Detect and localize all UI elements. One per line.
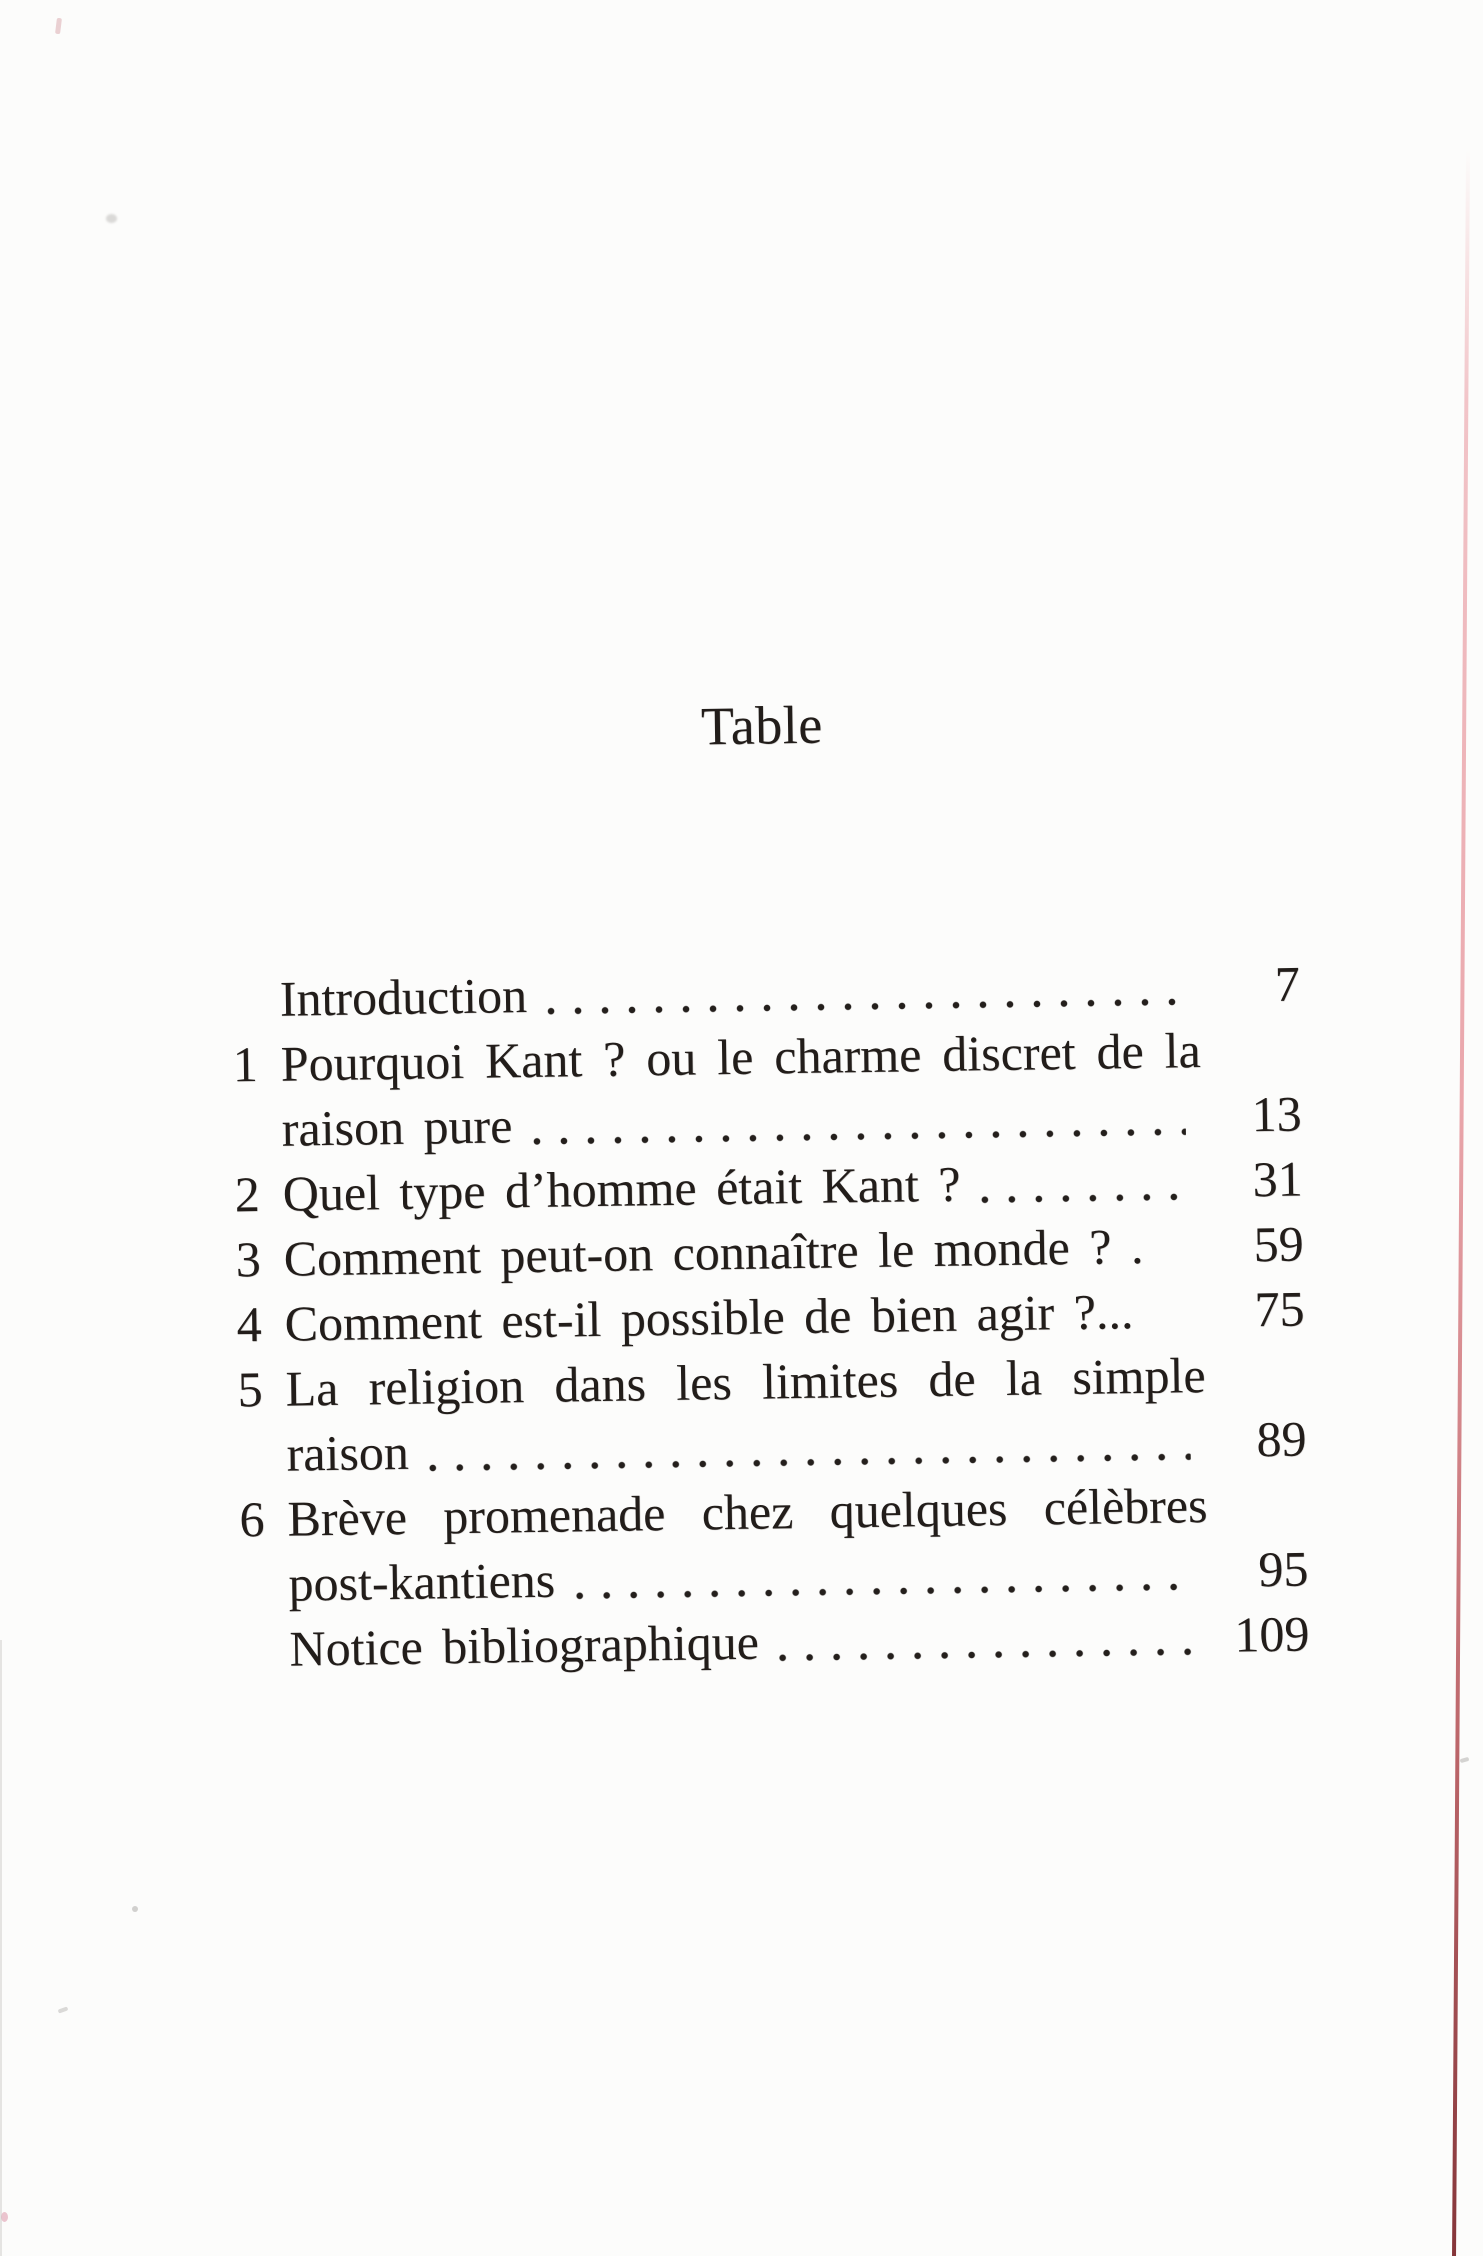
scan-artifact-edge-shadow bbox=[0, 1640, 2, 2256]
dot-leader bbox=[429, 1452, 1191, 1472]
page-number: 59 bbox=[1253, 1215, 1304, 1273]
page-number: 89 bbox=[1256, 1410, 1307, 1468]
page-number: 31 bbox=[1252, 1150, 1304, 1208]
dot-leader bbox=[532, 1127, 1186, 1146]
chapter-number bbox=[231, 967, 280, 1033]
entry-title: Quel type d’homme était Kant ? bbox=[282, 1155, 961, 1222]
dot-leader bbox=[981, 1192, 1187, 1204]
page-number: 7 bbox=[1274, 955, 1301, 1012]
chapter-number: 5 bbox=[237, 1361, 264, 1418]
chapter-number bbox=[238, 1422, 287, 1488]
page-number: 109 bbox=[1233, 1605, 1310, 1663]
entry-title: Notice bibliographique bbox=[289, 1613, 760, 1677]
chapter-number: 6 bbox=[239, 1490, 265, 1548]
entry-title-continuation: raison bbox=[286, 1423, 410, 1482]
entry-title-continuation: raison pure bbox=[281, 1097, 513, 1157]
gap bbox=[1133, 1278, 1205, 1344]
page-number: 13 bbox=[1251, 1085, 1303, 1143]
chapter-number bbox=[240, 1552, 289, 1618]
table-of-contents bbox=[231, 952, 1309, 1683]
page-number: 95 bbox=[1257, 1540, 1309, 1598]
entry-title: Brève promenade chez quelques célèbres bbox=[287, 1477, 1208, 1547]
dot-leader bbox=[779, 1647, 1194, 1662]
chapter-number bbox=[233, 1097, 282, 1163]
entry-title: Comment est-il possible de bien agir ?... bbox=[284, 1283, 1134, 1352]
page-number: 75 bbox=[1254, 1280, 1305, 1338]
scan-artifact-pink-dot bbox=[1, 2212, 8, 2222]
entry-title-continuation: post-kantiens bbox=[288, 1551, 556, 1612]
gap bbox=[1143, 1213, 1204, 1279]
entry-title: Pourquoi Kant ? ou le charme discret de la bbox=[280, 1022, 1202, 1092]
dot-leader bbox=[547, 997, 1184, 1015]
chapter-number: 2 bbox=[234, 1166, 261, 1223]
entry-title: Introduction bbox=[279, 967, 528, 1027]
entry-title: Comment peut-on connaître le monde ? . bbox=[283, 1217, 1144, 1287]
entry-title: La religion dans les limites de la simple bbox=[285, 1347, 1206, 1417]
chapter-number: 4 bbox=[236, 1296, 263, 1353]
chapter-number: 1 bbox=[232, 1036, 259, 1093]
chapter-number: 3 bbox=[235, 1231, 262, 1288]
chapter-number bbox=[241, 1617, 290, 1683]
page-title: Table bbox=[700, 694, 824, 757]
dot-leader bbox=[575, 1582, 1192, 1600]
